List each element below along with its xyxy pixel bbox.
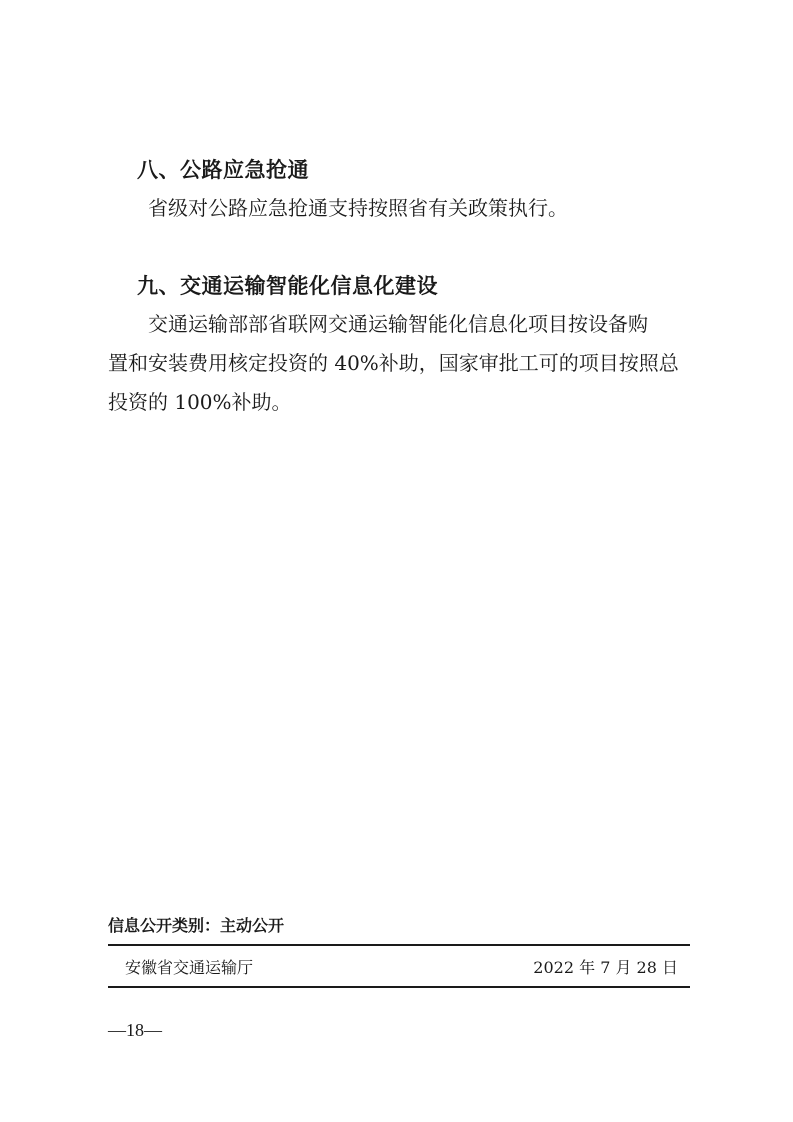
section-8-paragraph-line-1: 省级对公路应急抢通支持按照省有关政策执行。 [148, 196, 568, 220]
footer-issuer-row [108, 954, 690, 982]
issuer-name: 安徽省交通运输厅 [125, 958, 254, 977]
section-heading-9: 九、交通运输智能化信息化建设 [137, 274, 438, 298]
page-number: —18— [108, 1020, 162, 1040]
section-9-paragraph-line-1: 交通运输部部省联网交通运输智能化信息化项目按设备购 [148, 312, 648, 336]
section-9-paragraph-line-3: 投资的 100%补助。 [108, 390, 292, 414]
section-9-paragraph-line-2: 置和安装费用核定投资的 40%补助，国家审批工可的项目按照总 [108, 351, 679, 375]
issue-date: 2022 年 7 月 28 日 [533, 958, 678, 977]
disclosure-category-label: 信息公开类别：主动公开 [108, 916, 285, 935]
section-heading-8: 八、公路应急抢通 [137, 158, 309, 182]
footer-top-rule [108, 944, 690, 946]
footer-bottom-rule [108, 986, 690, 988]
